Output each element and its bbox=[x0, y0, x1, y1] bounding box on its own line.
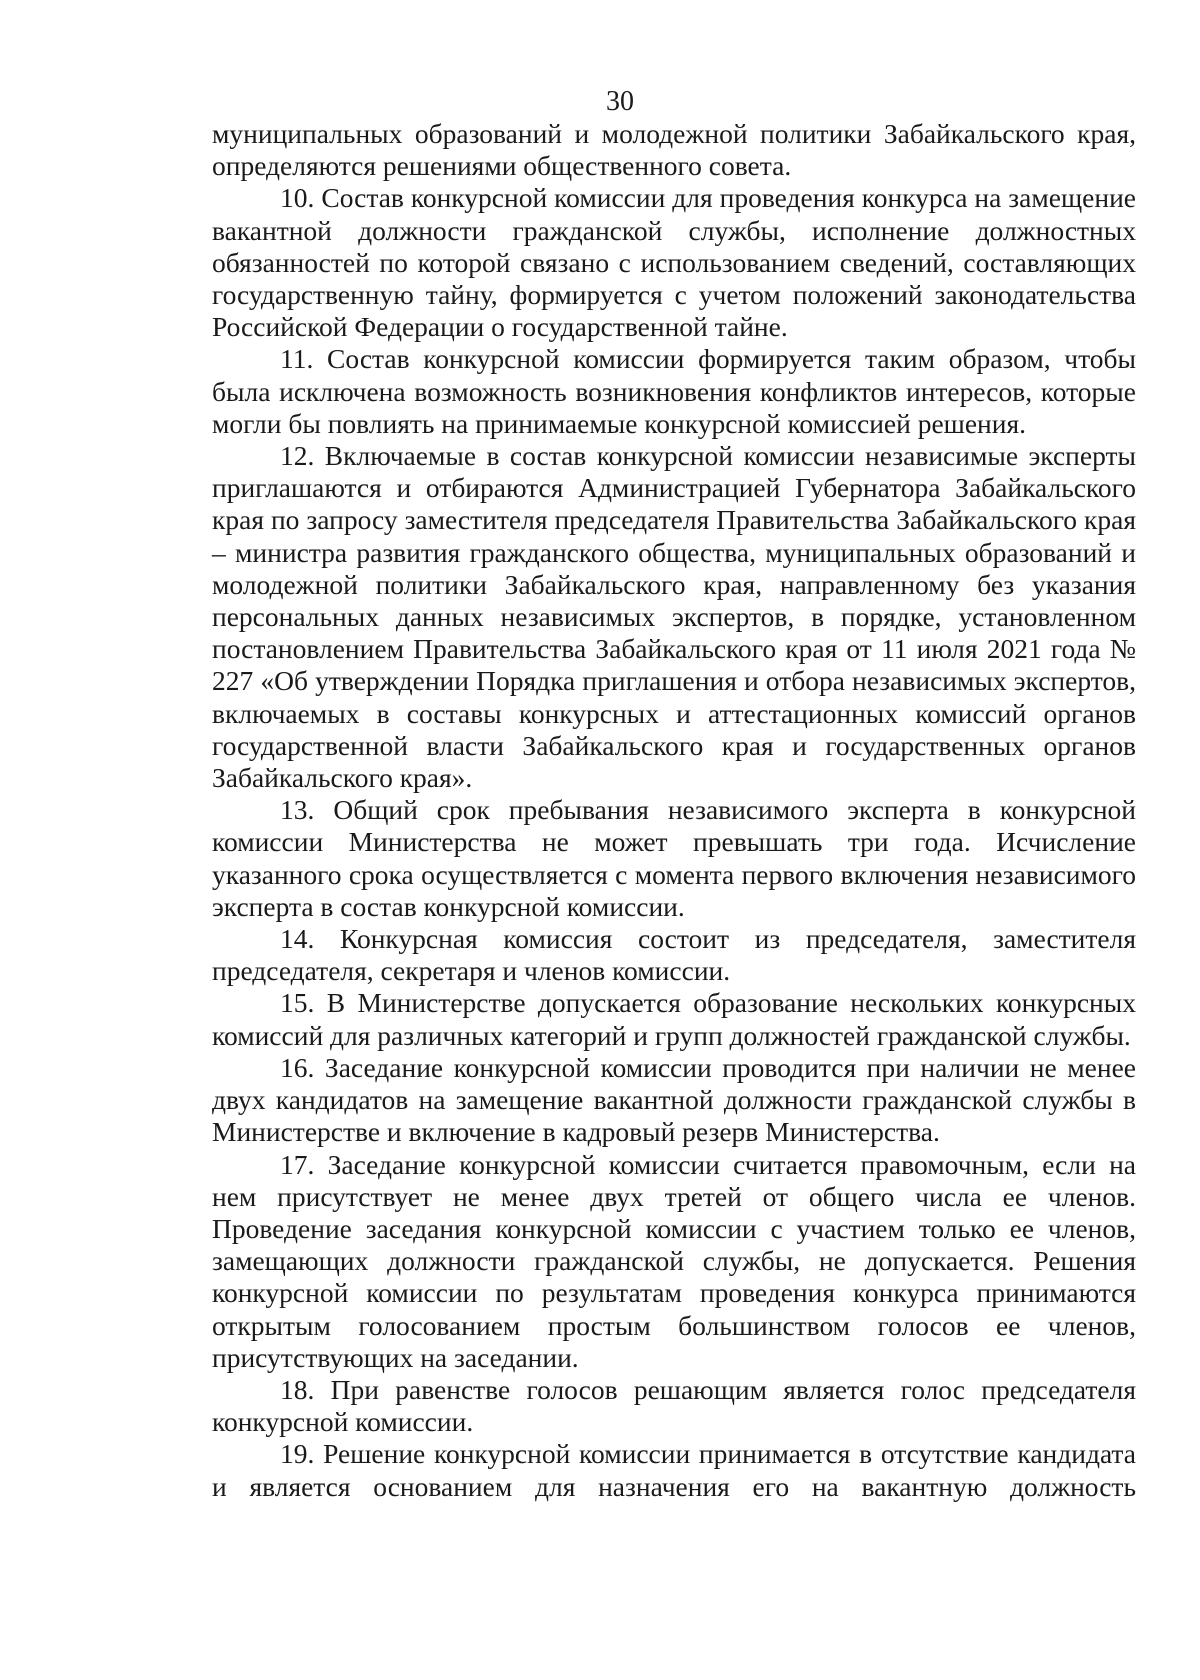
paragraph-continuation: муниципальных образований и молодежной политики Забайкальского края, определяются решениями общественного совета. bbox=[212, 118, 1136, 182]
paragraph-19: 19. Решение конкурсной комиссии принимается в отсутствие кандидата и является основанием для назначения его на вакантную должность bbox=[212, 1438, 1136, 1502]
paragraph-12: 12. Включаемые в состав конкурсной комиссии независимые эксперты приглашаются и отбираются Администрацией Губернатора Забайкальского края по запросу заместителя председателя Правительства Забайкальского края – министра развития гражданского общества, муниципальных образований и молодежной политики Забайкальского края, направленному без указания персональных данных независимых экспертов, в порядке, установленном постановлением Правительства Забайкальского края от 11 июля 2021 года № 227 «Об утверждении Порядка приглашения и отбора независимых экспертов, включаемых в составы конкурсных и аттестационных комиссий органов государственной власти Забайкальского края и государственных органов Забайкальского края». bbox=[212, 440, 1136, 794]
paragraph-18: 18. При равенстве голосов решающим является голос председателя конкурсной комиссии. bbox=[212, 1373, 1136, 1438]
paragraph-17: 17. Заседание конкурсной комиссии считается правомочным, если на нем присутствует не менее двух третей от общего числа ее членов. Проведение заседания конкурсной комиссии с участием только ее членов, замещающих должности гражданской службы, не допускается. Решения конкурсной комиссии по результатам проведения конкурса принимаются открытым голосованием простым большинством голосов ее членов, присутствующих на заседании. bbox=[212, 1148, 1136, 1373]
page-number: 30 bbox=[606, 86, 634, 117]
paragraph-13: 13. Общий срок пребывания независимого эксперта в конкурсной комиссии Министерства не может превышать три года. Исчисление указанного срока осуществляется с момента первого включения независимого эксперта в состав конкурсной комиссии. bbox=[212, 794, 1136, 922]
paragraph-15: 15. В Министерстве допускается образование нескольких конкурсных комиссий для различных категорий и групп должностей гражданской службы. bbox=[212, 987, 1136, 1051]
paragraph-16: 16. Заседание конкурсной комиссии проводится при наличии не менее двух кандидатов на замещение вакантной должности гражданской службы в Министерстве и включение в кадровый резерв Министерства. bbox=[212, 1051, 1136, 1148]
document-body bbox=[212, 118, 1136, 1503]
paragraph-11: 11. Состав конкурсной комиссии формируется таким образом, чтобы была исключена возможность возникновения конфликтов интересов, которые могли бы повлиять на принимаемые конкурсной комиссией решения. bbox=[212, 343, 1136, 439]
paragraph-10: 10. Состав конкурсной комиссии для проведения конкурса на замещение вакантной должности гражданской службы, исполнение должностных обязанностей по которой связано с использованием сведений, составляющих государственную тайну, формируется с учетом положений законодательства Российской Федерации о государственной тайне. bbox=[212, 182, 1136, 343]
paragraph-14: 14. Конкурсная комиссия состоит из председателя, заместителя председателя, секретаря и членов комиссии. bbox=[212, 923, 1136, 987]
